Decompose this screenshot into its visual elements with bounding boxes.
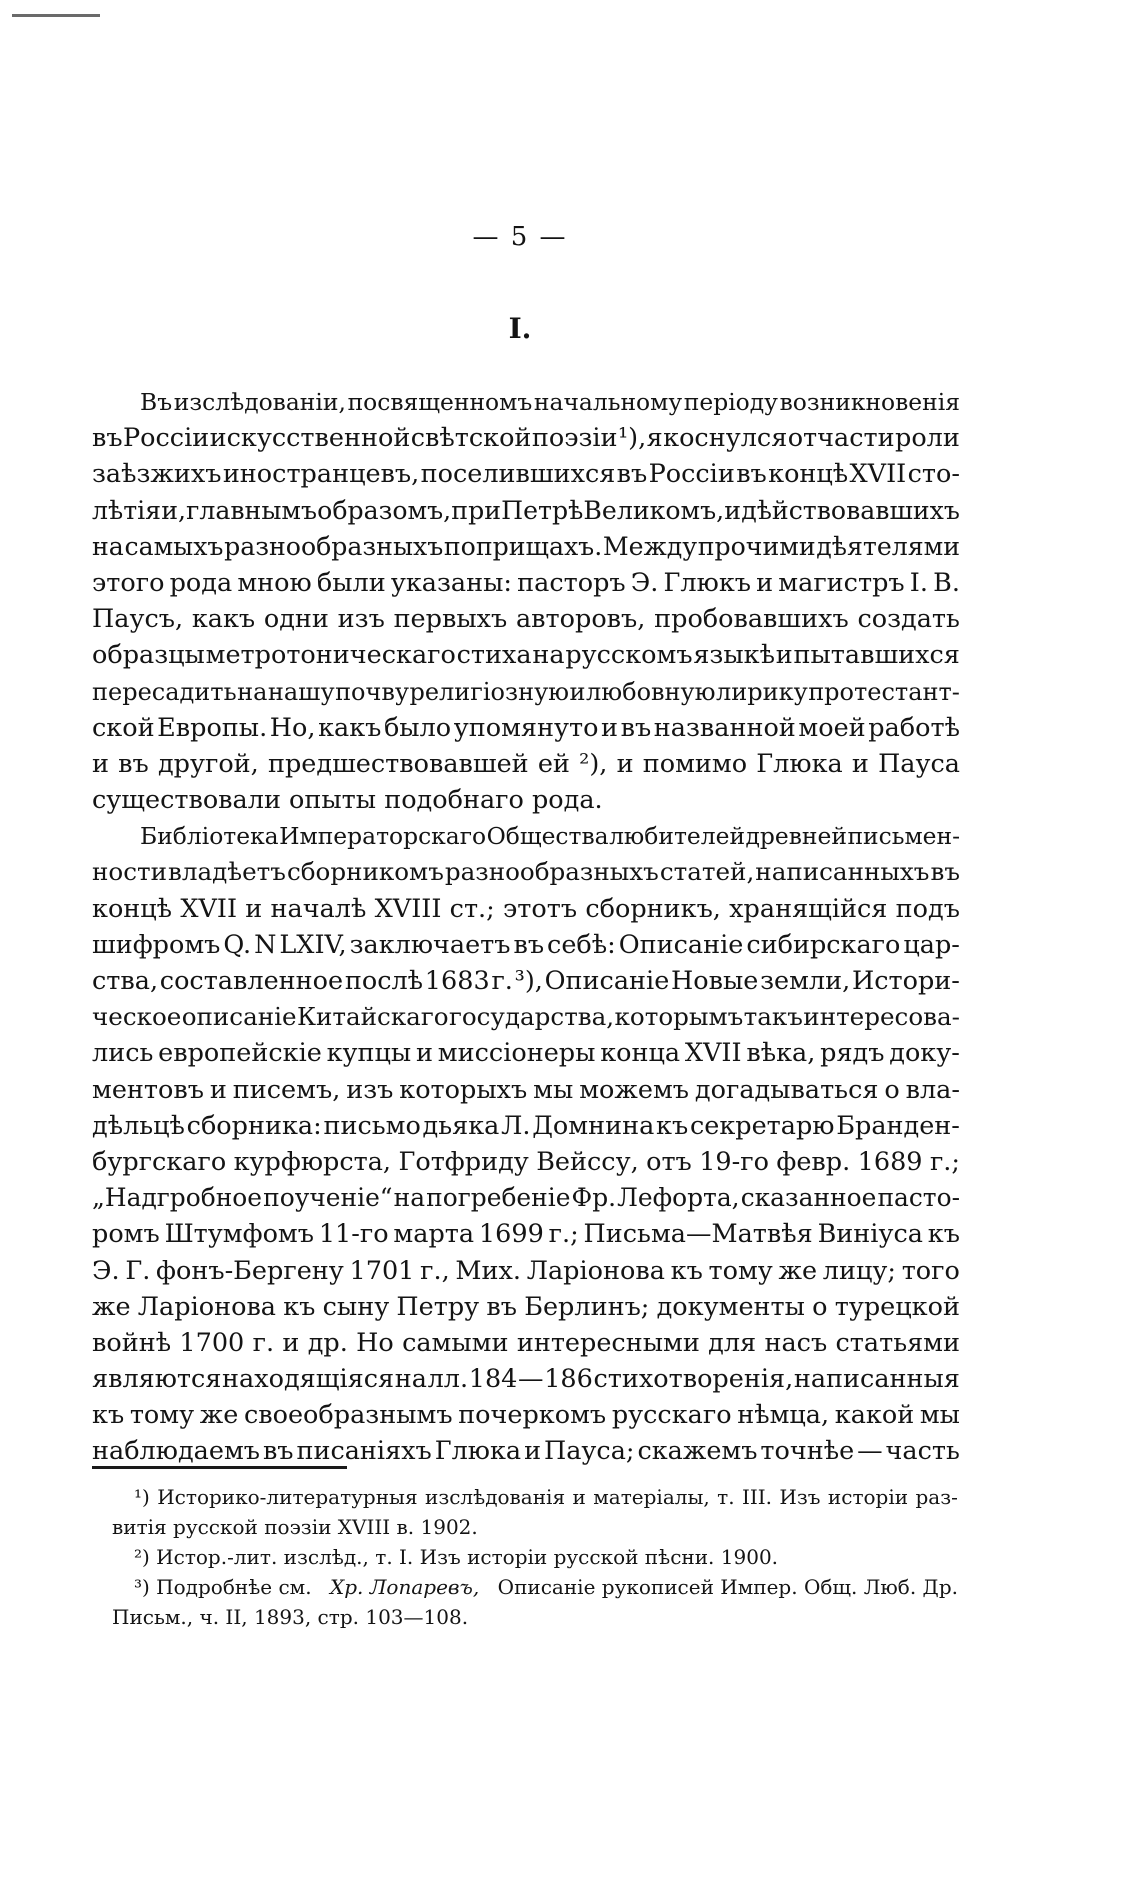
text-line: ческое описаніе Китайскаго государства, которымъ такъ интересова- [92, 1002, 960, 1032]
footnote-line: витія русской поэзіи XVIII в. 1902. [112, 1515, 478, 1539]
text-line: заѣзжихъ иностранцевъ, поселившихся въ Россіи въ концѣ XVII сто- [92, 459, 960, 490]
scan-artifact-line [12, 14, 100, 17]
footnote-divider [92, 1466, 347, 1469]
text-line: же Ларіонова къ сыну Петру въ Берлинъ; документы о турецкой [92, 1291, 960, 1322]
footnote-3-title: Описаніе рукописей Импер. Общ. Люб. Др. [497, 1575, 958, 1599]
text-line: ности владѣетъ сборникомъ разнообразныхъ статей, написанныхъ въ [92, 857, 960, 887]
text-line: концѣ XVII и началѣ XVIII ст.; этотъ сборникъ, хранящійся подъ [92, 893, 960, 924]
text-line: лись европейскіе купцы и миссіонеры конца XVII вѣка, рядъ доку- [92, 1038, 960, 1069]
footnotes [112, 1482, 958, 1632]
footnote-3-author: Хр. Лопаревъ, [329, 1575, 480, 1599]
page-number: — 5 — [472, 222, 568, 252]
footnote-line: ²) Истор.-лит. изслѣд., т. I. Изъ исторіи русской пѣсни. 1900. [134, 1545, 779, 1569]
footnote-line: ¹) Историко-литературныя изслѣдованія и матеріалы, т. III. Изъ исторіи раз- [134, 1485, 958, 1509]
footnote-line-3 [112, 1572, 958, 1602]
footnote-3-prefix: ³) Подробнѣе см. [134, 1575, 312, 1599]
text-line: ской Европы. Но, какъ было упомянуто и въ названной моей работѣ [92, 712, 960, 743]
text-line: шифромъ Q. N LXIV, заключаетъ въ себѣ: Описаніе сибирскаго цар- [92, 929, 960, 960]
text-line: и въ другой, предшествовавшей ей ²), и помимо Глюка и Пауса [92, 748, 960, 779]
text-line: „Надгробное поученіе“ на погребеніе Фр. Лефорта, сказанное пасто- [92, 1183, 960, 1213]
text-line: ромъ Штумфомъ 11-го марта 1699 г.; Письма—Матвѣя Виніуса къ [92, 1219, 960, 1250]
text-line: существовали опыты подобнаго рода. [92, 785, 603, 816]
text-line: бургскаго курфюрста, Готфриду Вейссу, отъ 19-го февр. 1689 г.; [92, 1146, 960, 1177]
text-line: пересадить на нашу почву религіозную и любовную лирику протестант- [92, 677, 960, 706]
text-line: Въ изслѣдованіи, посвященномъ начальному періоду возникновенія [140, 388, 960, 416]
text-line: Библіотека Императорскаго Общества любителей древней письмен- [140, 822, 960, 851]
text-line: войнѣ 1700 г. и др. Но самыми интересными для насъ статьями [92, 1327, 960, 1358]
text-line: ментовъ и писемъ, изъ которыхъ мы можемъ догадываться о вла- [92, 1074, 960, 1105]
text-line: Паусъ, какъ одни изъ первыхъ авторовъ, пробовавшихъ создать [92, 604, 960, 635]
footnote-line: Письм., ч. II, 1893, стр. 103—108. [112, 1605, 469, 1629]
text-line: на самыхъ разнообразныхъ поприщахъ. Между прочими дѣятелями [92, 531, 960, 561]
text-line: этого рода мною были указаны: пасторъ Э. Глюкъ и магистръ I. В. [92, 567, 960, 598]
text-line: являются находящіяся на лл. 184 — 186 стихотворенія, написанныя [92, 1364, 960, 1395]
body-text [92, 384, 960, 1470]
text-line: образцы метротоническаго стиха на русскомъ языкѣ и пытавшихся [92, 640, 960, 671]
text-line: лѣтія и, главнымъ образомъ, при Петрѣ Великомъ, и дѣйствовавшихъ [92, 495, 960, 525]
text-line: ства, составленное послѣ 1683 г. ³), Описаніе Новые земли, Истори- [92, 966, 960, 996]
text-line: Э. Г. фонъ-Бергену 1701 г., Мих. Ларіонова къ тому же лицу; того [92, 1255, 960, 1286]
section-heading: I. [508, 312, 532, 345]
text-line: въ Россіи искусственной свѣтской поэзіи ¹), я коснулся отчасти роли [92, 423, 960, 454]
text-line: къ тому же своеобразнымъ почеркомъ русскаго нѣмца, какой мы [92, 1400, 960, 1431]
text-line: наблюдаемъ въ писаніяхъ Глюка и Пауса; скажемъ точнѣе — часть [92, 1436, 960, 1467]
text-line: дѣльцѣ сборника: письмо дьяка Л. Домнина къ секретарю Бранден- [92, 1110, 960, 1141]
